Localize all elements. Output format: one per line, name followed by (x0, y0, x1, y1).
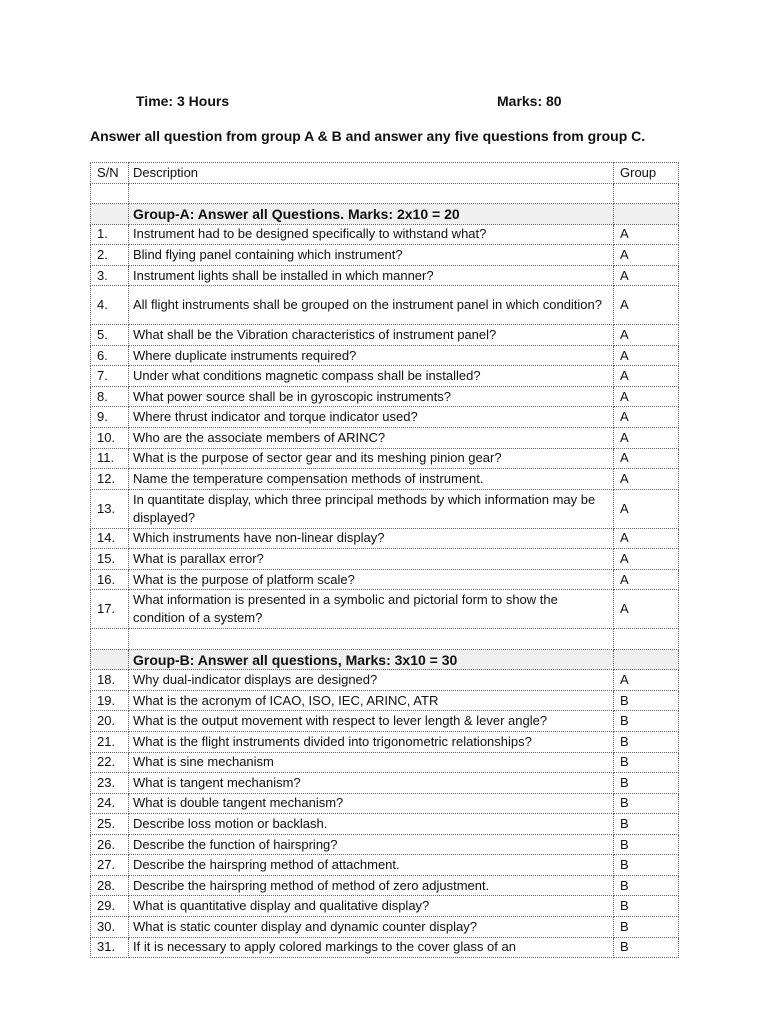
question-row (91, 386, 679, 407)
time-label: Time: 3 Hours (136, 93, 230, 109)
question-text: Instrument lights shall be installed in which manner? (129, 265, 614, 286)
question-number: 20. (91, 711, 129, 732)
question-number: 25. (91, 814, 129, 835)
question-text: Where thrust indicator and torque indicator used? (129, 407, 614, 428)
group-b-header-row (91, 649, 679, 670)
question-group: B (614, 793, 679, 814)
question-row (91, 245, 679, 266)
question-row (91, 875, 679, 896)
question-text: What shall be the Vibration characteristics of instrument panel? (129, 325, 614, 346)
question-group: A (614, 325, 679, 346)
question-row (91, 489, 679, 528)
question-text: In quantitate display, which three principal methods by which information may be displayed? (129, 489, 614, 528)
question-row (91, 428, 679, 449)
spacer-row (91, 183, 679, 204)
question-text: What power source shall be in gyroscopic instruments? (129, 386, 614, 407)
group-b-title: Group-B: Answer all questions, Marks: 3x10 = 30 (129, 649, 614, 670)
question-number: 18. (91, 670, 129, 691)
question-number: 6. (91, 345, 129, 366)
question-row (91, 711, 679, 732)
question-group: A (614, 469, 679, 490)
question-number: 19. (91, 690, 129, 711)
question-row (91, 345, 679, 366)
question-text: What is static counter display and dynamic counter display? (129, 916, 614, 937)
question-number: 26. (91, 834, 129, 855)
question-text: What is quantitative display and qualitative display? (129, 896, 614, 917)
question-number: 1. (91, 224, 129, 245)
question-group: A (614, 448, 679, 469)
question-text: Describe the hairspring method of attachment. (129, 855, 614, 876)
question-row (91, 286, 679, 325)
question-row (91, 528, 679, 549)
question-group: B (614, 690, 679, 711)
question-table (90, 162, 679, 958)
question-row (91, 773, 679, 794)
question-number: 5. (91, 325, 129, 346)
question-row (91, 469, 679, 490)
question-group: B (614, 875, 679, 896)
question-number: 14. (91, 528, 129, 549)
question-group: B (614, 855, 679, 876)
question-group: A (614, 549, 679, 570)
question-text: What is the acronym of ICAO, ISO, IEC, ARINC, ATR (129, 690, 614, 711)
question-row (91, 590, 679, 629)
question-group: B (614, 937, 679, 958)
question-number: 7. (91, 366, 129, 387)
question-number: 2. (91, 245, 129, 266)
group-a-header-row (91, 204, 679, 225)
question-group: A (614, 528, 679, 549)
spacer-row (91, 629, 679, 650)
question-group: A (614, 428, 679, 449)
question-number: 3. (91, 265, 129, 286)
question-text: What is tangent mechanism? (129, 773, 614, 794)
question-text: What is the purpose of sector gear and its meshing pinion gear? (129, 448, 614, 469)
question-text: Why dual-indicator displays are designed? (129, 670, 614, 691)
question-text: What is parallax error? (129, 549, 614, 570)
question-row (91, 448, 679, 469)
question-number: 30. (91, 916, 129, 937)
question-group: B (614, 896, 679, 917)
question-row (91, 937, 679, 958)
question-number: 13. (91, 489, 129, 528)
question-row (91, 896, 679, 917)
question-number: 28. (91, 875, 129, 896)
question-row (91, 814, 679, 835)
question-text: All flight instruments shall be grouped on the instrument panel in which condition? (129, 286, 614, 325)
question-text: Describe loss motion or backlash. (129, 814, 614, 835)
question-group: B (614, 773, 679, 794)
question-row (91, 325, 679, 346)
question-row (91, 732, 679, 753)
question-number: 22. (91, 752, 129, 773)
question-group: A (614, 245, 679, 266)
question-row (91, 224, 679, 245)
question-number: 27. (91, 855, 129, 876)
question-group: A (614, 224, 679, 245)
question-number: 11. (91, 448, 129, 469)
question-group: B (614, 834, 679, 855)
question-group: A (614, 345, 679, 366)
question-text: Describe the function of hairspring? (129, 834, 614, 855)
question-row (91, 752, 679, 773)
question-number: 4. (91, 286, 129, 325)
question-group: B (614, 732, 679, 753)
question-row (91, 366, 679, 387)
question-text: Who are the associate members of ARINC? (129, 428, 614, 449)
question-number: 9. (91, 407, 129, 428)
question-text: Where duplicate instruments required? (129, 345, 614, 366)
question-text: Blind flying panel containing which instrument? (129, 245, 614, 266)
instructions: Answer all question from group A & B and answer any five questions from group C. (90, 128, 646, 144)
question-row (91, 569, 679, 590)
question-number: 12. (91, 469, 129, 490)
question-group: B (614, 711, 679, 732)
question-number: 10. (91, 428, 129, 449)
question-row (91, 670, 679, 691)
question-group: B (614, 752, 679, 773)
question-text: If it is necessary to apply colored markings to the cover glass of an (129, 937, 614, 958)
question-number: 8. (91, 386, 129, 407)
question-text: What is sine mechanism (129, 752, 614, 773)
question-row (91, 549, 679, 570)
question-row (91, 793, 679, 814)
question-group: B (614, 916, 679, 937)
question-row (91, 855, 679, 876)
question-group: A (614, 489, 679, 528)
marks-label: Marks: 80 (497, 93, 562, 109)
question-number: 15. (91, 549, 129, 570)
question-number: 29. (91, 896, 129, 917)
group-a-title: Group-A: Answer all Questions. Marks: 2x10 = 20 (129, 204, 614, 225)
question-text: Name the temperature compensation methods of instrument. (129, 469, 614, 490)
question-group: A (614, 670, 679, 691)
question-group: A (614, 407, 679, 428)
question-row (91, 407, 679, 428)
question-row (91, 690, 679, 711)
question-group: A (614, 366, 679, 387)
question-group: A (614, 286, 679, 325)
column-header-sn: S/N (91, 163, 129, 184)
question-text: Describe the hairspring method of method of zero adjustment. (129, 875, 614, 896)
question-row (91, 834, 679, 855)
question-text: What is double tangent mechanism? (129, 793, 614, 814)
question-number: 23. (91, 773, 129, 794)
question-number: 24. (91, 793, 129, 814)
question-text: What is the purpose of platform scale? (129, 569, 614, 590)
question-text: Under what conditions magnetic compass shall be installed? (129, 366, 614, 387)
question-group: A (614, 265, 679, 286)
column-header-group: Group (614, 163, 679, 184)
question-group: A (614, 386, 679, 407)
question-row (91, 265, 679, 286)
column-header-description: Description (129, 163, 614, 184)
question-group: B (614, 814, 679, 835)
question-group: A (614, 590, 679, 629)
question-text: Instrument had to be designed specifically to withstand what? (129, 224, 614, 245)
question-text: What is the flight instruments divided into trigonometric relationships? (129, 732, 614, 753)
question-text: What information is presented in a symbolic and pictorial form to show the condition of a system? (129, 590, 614, 629)
question-group: A (614, 569, 679, 590)
question-text: What is the output movement with respect to lever length & lever angle? (129, 711, 614, 732)
question-number: 21. (91, 732, 129, 753)
question-number: 16. (91, 569, 129, 590)
table-header-row (91, 163, 679, 184)
question-row (91, 916, 679, 937)
question-number: 17. (91, 590, 129, 629)
question-text: Which instruments have non-linear display? (129, 528, 614, 549)
question-number: 31. (91, 937, 129, 958)
